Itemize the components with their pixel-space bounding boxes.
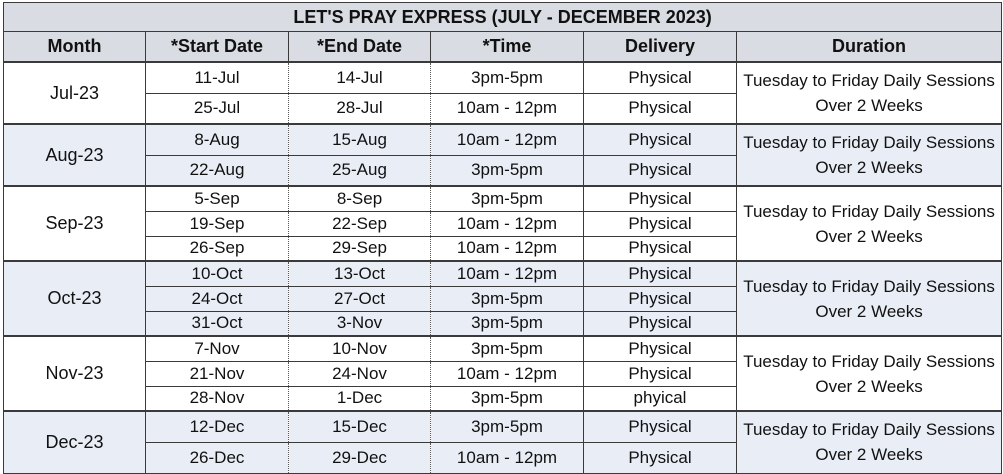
start-date-cell: 22-Aug	[146, 155, 289, 186]
time-cell: 10am - 12pm	[431, 261, 584, 286]
start-date-cell: 24-Oct	[146, 286, 289, 311]
time-cell: 3pm-5pm	[431, 311, 584, 336]
time-cell: 10am - 12pm	[431, 361, 584, 386]
header-duration: Duration	[737, 32, 1002, 63]
time-cell: 10am - 12pm	[431, 124, 584, 155]
duration-cell: Tuesday to Friday Daily Sessions Over 2 Weeks	[737, 411, 1002, 473]
table-title: LET'S PRAY EXPRESS (JULY - DECEMBER 2023)	[4, 3, 1002, 32]
month-cell: Oct-23	[4, 261, 146, 336]
schedule-body	[4, 62, 1002, 473]
end-date-cell: 14-Jul	[289, 62, 431, 93]
header-delivery: Delivery	[584, 32, 737, 63]
end-date-cell: 13-Oct	[289, 261, 431, 286]
end-date-cell: 29-Sep	[289, 236, 431, 261]
month-cell: Dec-23	[4, 411, 146, 473]
header-end-date: *End Date	[289, 32, 431, 63]
start-date-cell: 26-Sep	[146, 236, 289, 261]
schedule-table	[3, 2, 1002, 474]
time-cell: 10am - 12pm	[431, 236, 584, 261]
delivery-cell: Physical	[584, 124, 737, 155]
start-date-cell: 25-Jul	[146, 93, 289, 124]
start-date-cell: 12-Dec	[146, 411, 289, 442]
end-date-cell: 24-Nov	[289, 361, 431, 386]
duration-cell: Tuesday to Friday Daily Sessions Over 2 Weeks	[737, 186, 1002, 261]
time-cell: 3pm-5pm	[431, 186, 584, 211]
delivery-cell: Physical	[584, 336, 737, 361]
delivery-cell: Physical	[584, 411, 737, 442]
month-cell: Sep-23	[4, 186, 146, 261]
header-time: *Time	[431, 32, 584, 63]
duration-cell: Tuesday to Friday Daily Sessions Over 2 Weeks	[737, 336, 1002, 411]
time-cell: 3pm-5pm	[431, 62, 584, 93]
delivery-cell: Physical	[584, 311, 737, 336]
month-cell: Aug-23	[4, 124, 146, 186]
month-cell: Jul-23	[4, 62, 146, 124]
duration-cell: Tuesday to Friday Daily Sessions Over 2 Weeks	[737, 261, 1002, 336]
end-date-cell: 8-Sep	[289, 186, 431, 211]
delivery-cell: Physical	[584, 236, 737, 261]
start-date-cell: 28-Nov	[146, 386, 289, 411]
time-cell: 3pm-5pm	[431, 286, 584, 311]
start-date-cell: 19-Sep	[146, 211, 289, 236]
delivery-cell: Physical	[584, 93, 737, 124]
time-cell: 10am - 12pm	[431, 93, 584, 124]
delivery-cell: Physical	[584, 155, 737, 186]
start-date-cell: 7-Nov	[146, 336, 289, 361]
table-row	[4, 124, 1002, 155]
header-month: Month	[4, 32, 146, 63]
time-cell: 10am - 12pm	[431, 442, 584, 473]
month-cell: Nov-23	[4, 336, 146, 411]
table-row	[4, 411, 1002, 442]
time-cell: 3pm-5pm	[431, 411, 584, 442]
end-date-cell: 15-Aug	[289, 124, 431, 155]
delivery-cell: Physical	[584, 261, 737, 286]
end-date-cell: 22-Sep	[289, 211, 431, 236]
duration-cell: Tuesday to Friday Daily Sessions Over 2 Weeks	[737, 62, 1002, 124]
table-row	[4, 261, 1002, 286]
end-date-cell: 10-Nov	[289, 336, 431, 361]
delivery-cell: Physical	[584, 361, 737, 386]
table-row	[4, 62, 1002, 93]
start-date-cell: 8-Aug	[146, 124, 289, 155]
start-date-cell: 5-Sep	[146, 186, 289, 211]
start-date-cell: 21-Nov	[146, 361, 289, 386]
time-cell: 3pm-5pm	[431, 336, 584, 361]
delivery-cell: Physical	[584, 286, 737, 311]
delivery-cell: Physical	[584, 186, 737, 211]
delivery-cell: Physical	[584, 442, 737, 473]
delivery-cell: phyical	[584, 386, 737, 411]
delivery-cell: Physical	[584, 211, 737, 236]
table-row	[4, 336, 1002, 361]
delivery-cell: Physical	[584, 62, 737, 93]
end-date-cell: 1-Dec	[289, 386, 431, 411]
duration-cell: Tuesday to Friday Daily Sessions Over 2 Weeks	[737, 124, 1002, 186]
end-date-cell: 15-Dec	[289, 411, 431, 442]
time-cell: 3pm-5pm	[431, 155, 584, 186]
time-cell: 3pm-5pm	[431, 386, 584, 411]
end-date-cell: 25-Aug	[289, 155, 431, 186]
start-date-cell: 11-Jul	[146, 62, 289, 93]
end-date-cell: 27-Oct	[289, 286, 431, 311]
start-date-cell: 31-Oct	[146, 311, 289, 336]
start-date-cell: 26-Dec	[146, 442, 289, 473]
end-date-cell: 3-Nov	[289, 311, 431, 336]
time-cell: 10am - 12pm	[431, 211, 584, 236]
header-start-date: *Start Date	[146, 32, 289, 63]
end-date-cell: 28-Jul	[289, 93, 431, 124]
table-row	[4, 186, 1002, 211]
end-date-cell: 29-Dec	[289, 442, 431, 473]
start-date-cell: 10-Oct	[146, 261, 289, 286]
